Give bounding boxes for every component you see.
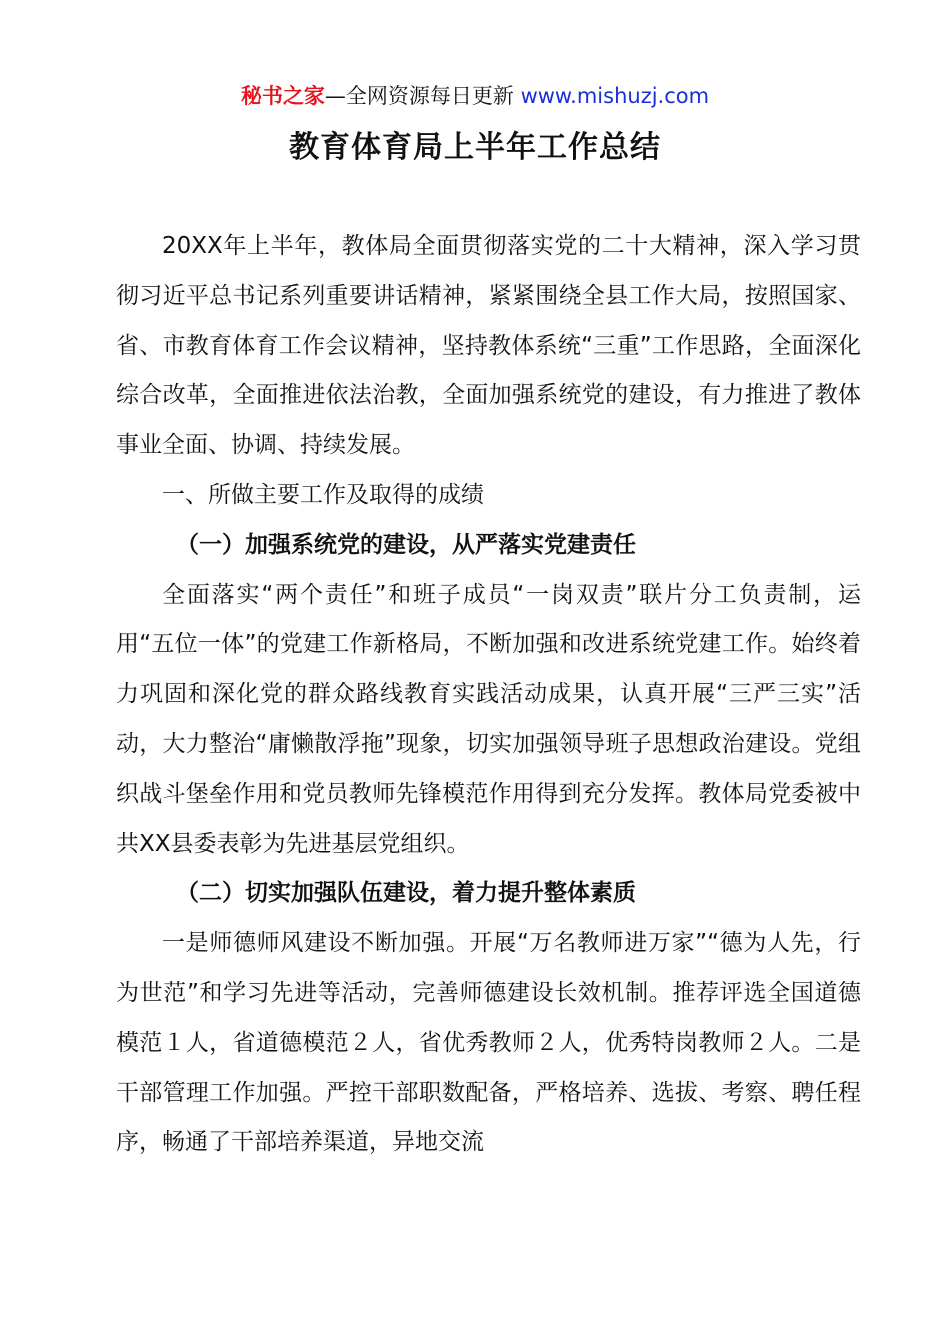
- subsection-body-2: 一是师德师风建设不断加强。开展“万名教师进万家”“德为人先，行为世范”和学习先进等活动，完善师德建设长效机制。推荐评选全国道德模范１人，省道德模范２人，省优秀教师２人，优秀特岗教师２人。二是干部管理工作加强。严控干部职数配备，严格培养、选拔、考察、聘任程序，畅通了干部培养渠道，异地交流: [116, 930, 861, 1156]
- subsection-heading-1: （一）加强系统党的建设，从严落实党建责任: [176, 531, 636, 558]
- brand-name: 秘书之家: [240, 84, 325, 108]
- website-link[interactable]: www.mishuzj.com: [520, 84, 710, 108]
- document-title: 教育体育局上半年工作总结: [289, 130, 661, 165]
- subsection-body-1: 全面落实“两个责任”和班子成员“一岗双责”联片分工负责制，运用“五位一体”的党建工作新格局，不断加强和改进系统党建工作。始终着力巩固和深化党的群众路线教育实践活动成果，认真开展“三严三实”活动，大力整治“庸懒散浮拖”现象，切实加强领导班子思想政治建设。党组织战斗堡垒作用和党员教师先锋模范作用得到充分发挥。教体局党委被中共XX县委表彰为先进基层党组织。: [116, 581, 861, 857]
- subsection-heading-2: （二）切实加强队伍建设，着力提升整体素质: [176, 880, 636, 907]
- banner-tagline: —全网资源每日更新: [324, 84, 521, 108]
- document-body: [116, 222, 861, 1168]
- source-banner: [0, 80, 950, 112]
- intro-paragraph: 20XX年上半年，教体局全面贯彻落实党的二十大精神，深入学习贯彻习近平总书记系列重要讲话精神，紧紧围绕全县工作大局，按照国家、省、市教育体育工作会议精神，坚持教体系统“三重”工作思路，全面深化综合改革，全面推进依法治教，全面加强系统党的建设，有力推进了教体事业全面、协调、持续发展。: [116, 233, 861, 459]
- section-heading: 一、所做主要工作及取得的成绩: [162, 481, 484, 508]
